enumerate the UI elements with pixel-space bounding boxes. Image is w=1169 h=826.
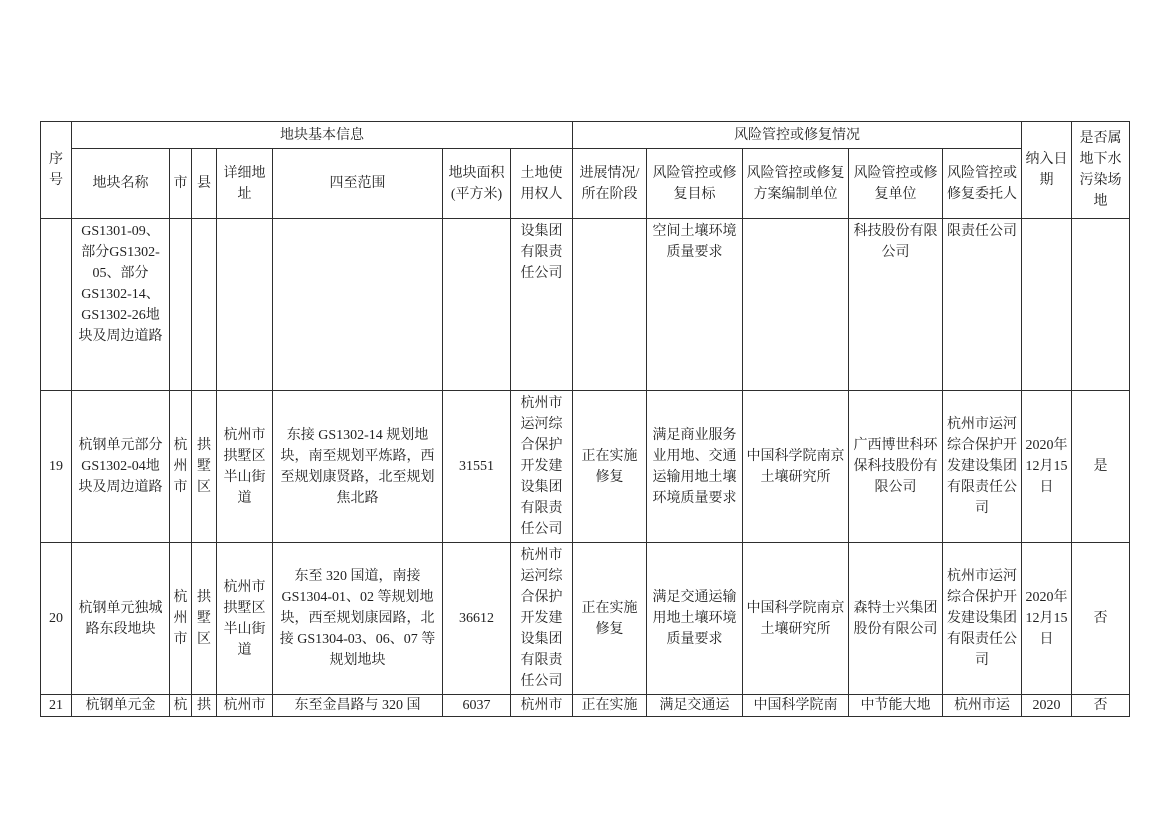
cell-target: 满足商业服务业用地、交通运输用地土壤环境质量要求 <box>647 391 743 543</box>
cell-address: 杭州市拱墅区半山街道 <box>217 543 273 695</box>
header-plan-unit: 风险管控或修复方案编制单位 <box>743 149 849 219</box>
cell-seq: 20 <box>41 543 72 695</box>
cell-progress: 正在实施修复 <box>573 391 647 543</box>
cell-county <box>192 219 217 391</box>
cell-seq: 21 <box>41 695 72 717</box>
cell-target: 满足交通运输用地土壤环境质量要求 <box>647 543 743 695</box>
land-parcel-table <box>40 121 1130 717</box>
cell-groundwater: 否 <box>1072 695 1130 717</box>
cell-plan-unit: 中国科学院南京土壤研究所 <box>743 391 849 543</box>
header-date: 纳入日期 <box>1022 122 1072 219</box>
cell-plan-unit <box>743 219 849 391</box>
cell-land-user: 杭州市运河综合保护开发建设集团有限责任公司 <box>511 543 573 695</box>
cell-repair-unit: 中节能大地 <box>849 695 943 717</box>
header-city: 市 <box>170 149 192 219</box>
cell-county: 拱墅区 <box>192 391 217 543</box>
table-row-21-clipped <box>41 695 1130 717</box>
cell-parcel-name: 杭钢单元部分GS1302-04地块及周边道路 <box>72 391 170 543</box>
cell-boundary: 东接 GS1302-14 规划地块，南至规划平炼路，西至规划康贤路，北至规划焦北路 <box>273 391 443 543</box>
cell-parcel-name: 杭钢单元独城路东段地块 <box>72 543 170 695</box>
cell-repair-unit: 森特士兴集团股份有限公司 <box>849 543 943 695</box>
header-land-user: 土地使用权人 <box>511 149 573 219</box>
cell-plan-unit: 中国科学院南京土壤研究所 <box>743 543 849 695</box>
header-address: 详细地址 <box>217 149 273 219</box>
cell-boundary: 东至金昌路与 320 国 <box>273 695 443 717</box>
cell-city: 杭 <box>170 695 192 717</box>
cell-area: 6037 <box>443 695 511 717</box>
cell-address <box>217 219 273 391</box>
cell-county: 拱 <box>192 695 217 717</box>
cell-land-user: 杭州市 <box>511 695 573 717</box>
cell-progress: 正在实施 <box>573 695 647 717</box>
cell-boundary: 东至 320 国道，南接 GS1304-01、02 等规划地块，西至规划康园路，北接 GS1304-03、06、07 等规划地块 <box>273 543 443 695</box>
cell-parcel-name: GS1301-09、部分GS1302-05、部分GS1302-14、GS1302-26地块及周边道路 <box>72 219 170 391</box>
cell-date <box>1022 219 1072 391</box>
cell-date: 2020 <box>1022 695 1072 717</box>
cell-city: 杭州市 <box>170 391 192 543</box>
cell-plan-unit: 中国科学院南 <box>743 695 849 717</box>
header-area: 地块面积 (平方米) <box>443 149 511 219</box>
header-parcel-name: 地块名称 <box>72 149 170 219</box>
header-repair-unit: 风险管控或修复单位 <box>849 149 943 219</box>
cell-date: 2020年12月15日 <box>1022 391 1072 543</box>
cell-progress <box>573 219 647 391</box>
cell-area <box>443 219 511 391</box>
cell-city: 杭州市 <box>170 543 192 695</box>
cell-city <box>170 219 192 391</box>
cell-client: 限责任公司 <box>943 219 1022 391</box>
cell-client: 杭州市运河综合保护开发建设集团有限责任公司 <box>943 391 1022 543</box>
header-client: 风险管控或修复委托人 <box>943 149 1022 219</box>
table-group-header-row <box>41 122 1130 149</box>
cell-land-user: 杭州市运河综合保护开发建设集团有限责任公司 <box>511 391 573 543</box>
cell-land-user: 设集团有限责任公司 <box>511 219 573 391</box>
cell-area: 36612 <box>443 543 511 695</box>
cell-client: 杭州市运 <box>943 695 1022 717</box>
cell-groundwater <box>1072 219 1130 391</box>
cell-client: 杭州市运河综合保护开发建设集团有限责任公司 <box>943 543 1022 695</box>
cell-address: 杭州市 <box>217 695 273 717</box>
cell-progress: 正在实施修复 <box>573 543 647 695</box>
header-seq: 序号 <box>41 122 72 219</box>
table-column-header-row <box>41 149 1130 219</box>
cell-boundary <box>273 219 443 391</box>
cell-repair-unit: 广西博世科环保科技股份有限公司 <box>849 391 943 543</box>
header-progress: 进展情况/所在阶段 <box>573 149 647 219</box>
cell-repair-unit: 科技股份有限公司 <box>849 219 943 391</box>
header-group-risk-info: 风险管控或修复情况 <box>573 122 1022 149</box>
cell-target: 满足交通运 <box>647 695 743 717</box>
table-row-19 <box>41 391 1130 543</box>
cell-groundwater: 是 <box>1072 391 1130 543</box>
cell-county: 拱墅区 <box>192 543 217 695</box>
header-group-basic-info: 地块基本信息 <box>72 122 573 149</box>
header-county: 县 <box>192 149 217 219</box>
cell-area: 31551 <box>443 391 511 543</box>
cell-address: 杭州市拱墅区半山街道 <box>217 391 273 543</box>
cell-date: 2020年12月15日 <box>1022 543 1072 695</box>
header-boundary: 四至范围 <box>273 149 443 219</box>
cell-target: 空间土壤环境质量要求 <box>647 219 743 391</box>
cell-parcel-name: 杭钢单元金 <box>72 695 170 717</box>
cell-seq: 19 <box>41 391 72 543</box>
cell-seq <box>41 219 72 391</box>
table-row-continuation <box>41 219 1130 391</box>
header-target: 风险管控或修复目标 <box>647 149 743 219</box>
header-groundwater: 是否属地下水污染场地 <box>1072 122 1130 219</box>
table-row-20 <box>41 543 1130 695</box>
cell-groundwater: 否 <box>1072 543 1130 695</box>
